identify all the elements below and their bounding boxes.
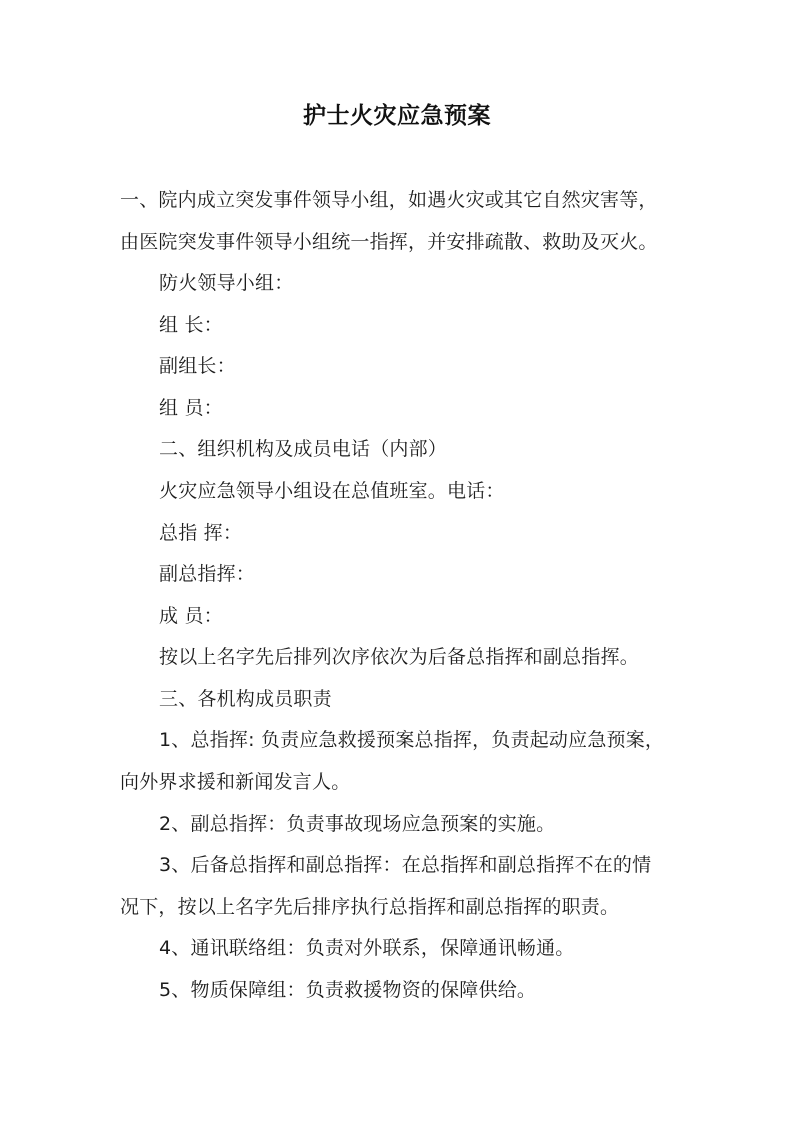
paragraph-duty-2: 2、副总指挥：负责事故现场应急预案的实施。 — [159, 813, 556, 835]
label-group-leader: 组 长： — [159, 314, 223, 336]
paragraph-duty-5: 5、物质保障组：负责救援物资的保障供给。 — [159, 979, 537, 1001]
label-deputy-commander: 副总指挥： — [159, 563, 256, 585]
paragraph-duty-3: 3、后备总指挥和副总指挥：在总指挥和副总指挥不在的情 — [159, 854, 652, 876]
paragraph-duty-3-cont: 况下，按以上名字先后排序执行总指挥和副总指挥的职责。 — [120, 896, 620, 918]
heading-section-2: 二、组织机构及成员电话（内部） — [159, 438, 448, 460]
paragraph-duty-4: 4、通讯联络组：负责对外联系，保障通讯畅通。 — [159, 937, 575, 959]
label-deputy-group-leader: 副组长： — [159, 355, 236, 377]
label-members: 成 员： — [159, 605, 223, 627]
label-group-members: 组 员： — [159, 397, 223, 419]
paragraph-section-1-intro: 一、院内成立突发事件领导小组，如遇火灾或其它自然灾害等， — [120, 189, 658, 211]
heading-section-3: 三、各机构成员职责 — [159, 688, 332, 710]
paragraph-duty-office-phone: 火灾应急领导小组设在总值班室。电话： — [159, 480, 505, 502]
paragraph-duty-1-cont: 向外界求援和新闻发言人。 — [120, 771, 351, 793]
paragraph-section-1-intro-cont: 由医院突发事件领导小组统一指挥，并安排疏散、救助及灭火。 — [120, 231, 658, 253]
paragraph-duty-1: 1、总指挥: 负责应急救援预案总指挥，负责起动应急预案， — [159, 729, 665, 751]
document-title: 护士火灾应急预案 — [303, 103, 491, 129]
label-commander: 总指 挥： — [159, 522, 243, 544]
label-fire-leadership-group: 防火领导小组： — [159, 272, 294, 294]
paragraph-succession-order: 按以上名字先后排列次序依次为后备总指挥和副总指挥。 — [159, 646, 640, 668]
